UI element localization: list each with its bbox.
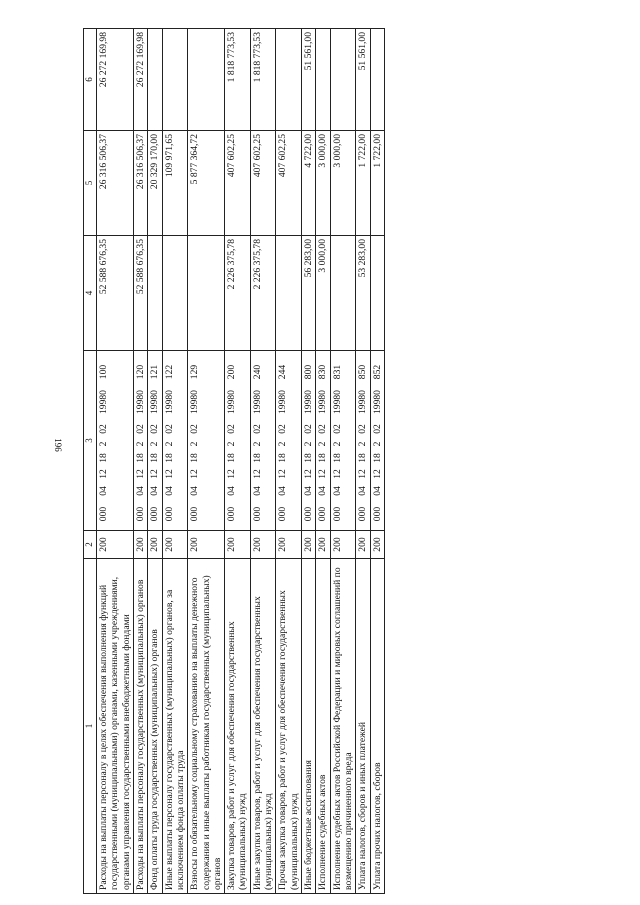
code-part: 19980 <box>371 390 383 414</box>
row-classification-codes <box>188 351 225 531</box>
row-value-col4 <box>330 236 356 351</box>
table-row <box>276 29 302 894</box>
row-value-col5: 3 000,00 <box>330 131 356 236</box>
code-part: 000 <box>163 506 175 522</box>
row-name-cell: Иные бюджетные ассигнования <box>302 559 316 894</box>
code-part: 12 <box>149 469 161 479</box>
code-part: 2 <box>226 441 238 447</box>
column-header: 4 <box>84 236 97 351</box>
row-code-cell: 200 <box>188 531 225 559</box>
column-header: 5 <box>84 131 97 236</box>
row-value-col6: 1 818 773,53 <box>225 29 251 131</box>
code-part: 12 <box>98 469 109 479</box>
row-code-cell: 200 <box>97 531 134 559</box>
row-value-col5: 407 602,25 <box>276 131 302 236</box>
row-value-col5: 5 877 364,72 <box>188 131 225 236</box>
row-code-cell: 200 <box>356 531 370 559</box>
column-header: 1 <box>84 559 97 894</box>
code-part: 04 <box>189 486 201 496</box>
column-header: 6 <box>84 29 97 131</box>
code-part: 04 <box>226 486 238 496</box>
row-name-cell: Закупка товаров, работ и услуг для обеспечения государственных (муниципальных) нужд <box>225 559 251 894</box>
code-part: 19980 <box>357 390 369 414</box>
row-value-col6 <box>370 29 384 131</box>
code-part: 19980 <box>226 390 238 414</box>
row-code-cell: 200 <box>162 531 188 559</box>
code-part: 800 <box>303 364 314 380</box>
budget-table <box>83 28 385 894</box>
code-part: 2 <box>98 441 109 447</box>
code-part: 02 <box>189 424 201 434</box>
table-row <box>162 29 188 894</box>
row-classification-codes <box>276 351 302 531</box>
code-part: 19980 <box>149 390 161 414</box>
code-part: 18 <box>357 453 369 463</box>
row-code-cell: 200 <box>225 531 251 559</box>
row-code-cell: 200 <box>316 531 330 559</box>
row-classification-codes <box>356 351 370 531</box>
row-value-col6 <box>188 29 225 131</box>
code-part: 18 <box>189 453 201 463</box>
row-classification-codes <box>250 351 276 531</box>
row-value-col4: 2 226 375,78 <box>250 236 276 351</box>
code-part: 19980 <box>277 390 289 414</box>
row-code-cell: 200 <box>370 531 384 559</box>
row-classification-codes <box>133 351 147 531</box>
code-part: 12 <box>189 469 201 479</box>
row-classification-codes <box>162 351 188 531</box>
table-row <box>225 29 251 894</box>
code-part: 12 <box>331 469 343 479</box>
code-part: 12 <box>251 469 263 479</box>
page-number: 196 <box>53 438 63 452</box>
row-value-col6 <box>276 29 302 131</box>
code-part: 18 <box>134 453 146 463</box>
code-part: 000 <box>303 506 314 522</box>
row-value-col5: 1 722,00 <box>370 131 384 236</box>
code-part: 2 <box>331 441 343 447</box>
code-part: 12 <box>163 469 175 479</box>
code-part: 000 <box>251 506 263 522</box>
code-part: 830 <box>317 364 329 380</box>
code-part: 19980 <box>98 390 109 414</box>
code-part: 02 <box>277 424 289 434</box>
row-value-col6: 26 272 169,98 <box>97 29 134 131</box>
code-part: 19980 <box>331 390 343 414</box>
code-part: 120 <box>134 364 146 380</box>
column-header: 2 <box>84 531 97 559</box>
code-part: 12 <box>277 469 289 479</box>
row-value-col6 <box>148 29 162 131</box>
code-part: 04 <box>134 486 146 496</box>
code-part: 12 <box>357 469 369 479</box>
row-value-col5: 20 329 170,00 <box>148 131 162 236</box>
row-value-col6 <box>162 29 188 131</box>
code-part: 18 <box>98 453 109 463</box>
row-name-cell: Уплата налогов, сборов и иных платежей <box>356 559 370 894</box>
code-part: 12 <box>134 469 146 479</box>
row-value-col4: 52 588 676,35 <box>97 236 134 351</box>
code-part: 000 <box>98 506 109 522</box>
code-part: 18 <box>251 453 263 463</box>
code-part: 04 <box>163 486 175 496</box>
code-part: 12 <box>303 469 314 479</box>
row-value-col4 <box>148 236 162 351</box>
code-part: 04 <box>251 486 263 496</box>
code-part: 18 <box>317 453 329 463</box>
code-part: 2 <box>149 441 161 447</box>
code-part: 02 <box>303 424 314 434</box>
row-code-cell: 200 <box>148 531 162 559</box>
code-part: 000 <box>149 506 161 522</box>
code-part: 19980 <box>317 390 329 414</box>
code-part: 000 <box>277 506 289 522</box>
code-part: 04 <box>357 486 369 496</box>
row-name-cell: Иные выплаты персоналу государственных (муниципальных) органов, за исключением фонда оплаты труда <box>162 559 188 894</box>
code-part: 850 <box>357 364 369 380</box>
code-part: 244 <box>277 364 289 380</box>
row-value-col6 <box>330 29 356 131</box>
row-value-col6: 51 561,00 <box>302 29 316 131</box>
row-code-cell: 200 <box>302 531 316 559</box>
code-part: 02 <box>163 424 175 434</box>
code-part: 18 <box>303 453 314 463</box>
code-part: 02 <box>149 424 161 434</box>
code-part: 04 <box>98 486 109 496</box>
code-part: 02 <box>251 424 263 434</box>
code-part: 000 <box>189 506 201 522</box>
rotated-table-container <box>83 29 541 894</box>
header-row <box>84 29 97 894</box>
row-value-col5: 407 602,25 <box>250 131 276 236</box>
row-code-cell: 200 <box>133 531 147 559</box>
code-part: 100 <box>98 364 109 380</box>
row-value-col4: 52 588 676,35 <box>133 236 147 351</box>
table-row <box>330 29 356 894</box>
code-part: 000 <box>371 506 383 522</box>
row-classification-codes <box>148 351 162 531</box>
row-value-col4 <box>162 236 188 351</box>
code-part: 2 <box>134 441 146 447</box>
row-value-col4: 3 000,00 <box>316 236 330 351</box>
row-name-cell: Уплата прочих налогов, сборов <box>370 559 384 894</box>
table-row <box>316 29 330 894</box>
code-part: 04 <box>331 486 343 496</box>
code-part: 04 <box>277 486 289 496</box>
row-name-cell: Расходы на выплаты персоналу государственных (муниципальных) органов <box>133 559 147 894</box>
row-classification-codes <box>97 351 134 531</box>
row-value-col6: 26 272 169,98 <box>133 29 147 131</box>
code-part: 2 <box>277 441 289 447</box>
code-part: 2 <box>189 441 201 447</box>
code-part: 000 <box>134 506 146 522</box>
code-part: 02 <box>98 424 109 434</box>
row-value-col4: 53 283,00 <box>356 236 370 351</box>
code-part: 19980 <box>251 390 263 414</box>
code-part: 18 <box>163 453 175 463</box>
row-code-cell: 200 <box>250 531 276 559</box>
code-part: 2 <box>163 441 175 447</box>
code-part: 000 <box>226 506 238 522</box>
code-part: 02 <box>357 424 369 434</box>
row-value-col6: 1 818 773,53 <box>250 29 276 131</box>
row-value-col5: 109 971,65 <box>162 131 188 236</box>
table-row <box>250 29 276 894</box>
row-name-cell: Прочая закупка товаров, работ и услуг для обеспечения государственных (муниципальных) нужд <box>276 559 302 894</box>
table-row <box>188 29 225 894</box>
row-value-col5: 407 602,25 <box>225 131 251 236</box>
row-classification-codes <box>330 351 356 531</box>
code-part: 19980 <box>163 390 175 414</box>
row-classification-codes <box>370 351 384 531</box>
row-name-cell: Взносы по обязательному социальному страхованию на выплаты денежного содержания и иные выплаты работникам государственных (муниципальных) органов <box>188 559 225 894</box>
table-row <box>370 29 384 894</box>
row-value-col5: 4 722,00 <box>302 131 316 236</box>
row-name-cell: Расходы на выплаты персоналу в целях обеспечения выполнения функций государственными (муниципальными) органами, казенными учреждениями, органами управления государственными внебюджетными фондами <box>97 559 134 894</box>
code-part: 02 <box>226 424 238 434</box>
row-value-col5: 3 000,00 <box>316 131 330 236</box>
row-value-col5: 1 722,00 <box>356 131 370 236</box>
code-part: 04 <box>317 486 329 496</box>
code-part: 18 <box>277 453 289 463</box>
code-part: 18 <box>149 453 161 463</box>
row-classification-codes <box>302 351 316 531</box>
code-part: 240 <box>251 364 263 380</box>
code-part: 852 <box>371 364 383 380</box>
row-classification-codes <box>225 351 251 531</box>
code-part: 2 <box>251 441 263 447</box>
row-value-col6 <box>316 29 330 131</box>
table-row <box>356 29 370 894</box>
row-code-cell: 200 <box>276 531 302 559</box>
code-part: 18 <box>371 453 383 463</box>
code-part: 19980 <box>303 390 314 414</box>
code-part: 000 <box>331 506 343 522</box>
code-part: 2 <box>317 441 329 447</box>
code-part: 02 <box>317 424 329 434</box>
code-part: 18 <box>331 453 343 463</box>
code-part: 2 <box>371 441 383 447</box>
row-code-cell: 200 <box>330 531 356 559</box>
code-part: 12 <box>226 469 238 479</box>
code-part: 2 <box>303 441 314 447</box>
code-part: 02 <box>331 424 343 434</box>
code-part: 12 <box>371 469 383 479</box>
column-header: 3 <box>84 351 97 531</box>
code-part: 121 <box>149 364 161 380</box>
row-value-col4 <box>370 236 384 351</box>
row-value-col4 <box>188 236 225 351</box>
row-name-cell: Исполнение судебных актов Российской Федерации и мировых соглашений по возмещению причиненного вреда <box>330 559 356 894</box>
row-value-col4 <box>276 236 302 351</box>
code-part: 122 <box>163 364 175 380</box>
row-name-cell: Фонд оплаты труда государственных (муниципальных) органов <box>148 559 162 894</box>
code-part: 02 <box>371 424 383 434</box>
code-part: 200 <box>226 364 238 380</box>
row-classification-codes <box>316 351 330 531</box>
table-row <box>302 29 316 894</box>
table-row <box>148 29 162 894</box>
row-name-cell: Иные закупки товаров, работ и услуг для обеспечения государственных (муниципальных) нужд <box>250 559 276 894</box>
row-value-col5: 26 316 506,37 <box>133 131 147 236</box>
code-part: 12 <box>317 469 329 479</box>
code-part: 04 <box>303 486 314 496</box>
code-part: 831 <box>331 364 343 380</box>
table-row <box>133 29 147 894</box>
row-value-col6: 51 561,00 <box>356 29 370 131</box>
row-value-col5: 26 316 506,37 <box>97 131 134 236</box>
row-value-col4: 2 226 375,78 <box>225 236 251 351</box>
code-part: 04 <box>149 486 161 496</box>
code-part: 02 <box>134 424 146 434</box>
code-part: 129 <box>189 364 201 380</box>
code-part: 000 <box>357 506 369 522</box>
code-part: 19980 <box>189 390 201 414</box>
code-part: 000 <box>317 506 329 522</box>
table-row <box>97 29 134 894</box>
row-name-cell: Исполнение судебных актов <box>316 559 330 894</box>
code-part: 2 <box>357 441 369 447</box>
code-part: 18 <box>226 453 238 463</box>
code-part: 04 <box>371 486 383 496</box>
row-value-col4: 56 283,00 <box>302 236 316 351</box>
code-part: 19980 <box>134 390 146 414</box>
